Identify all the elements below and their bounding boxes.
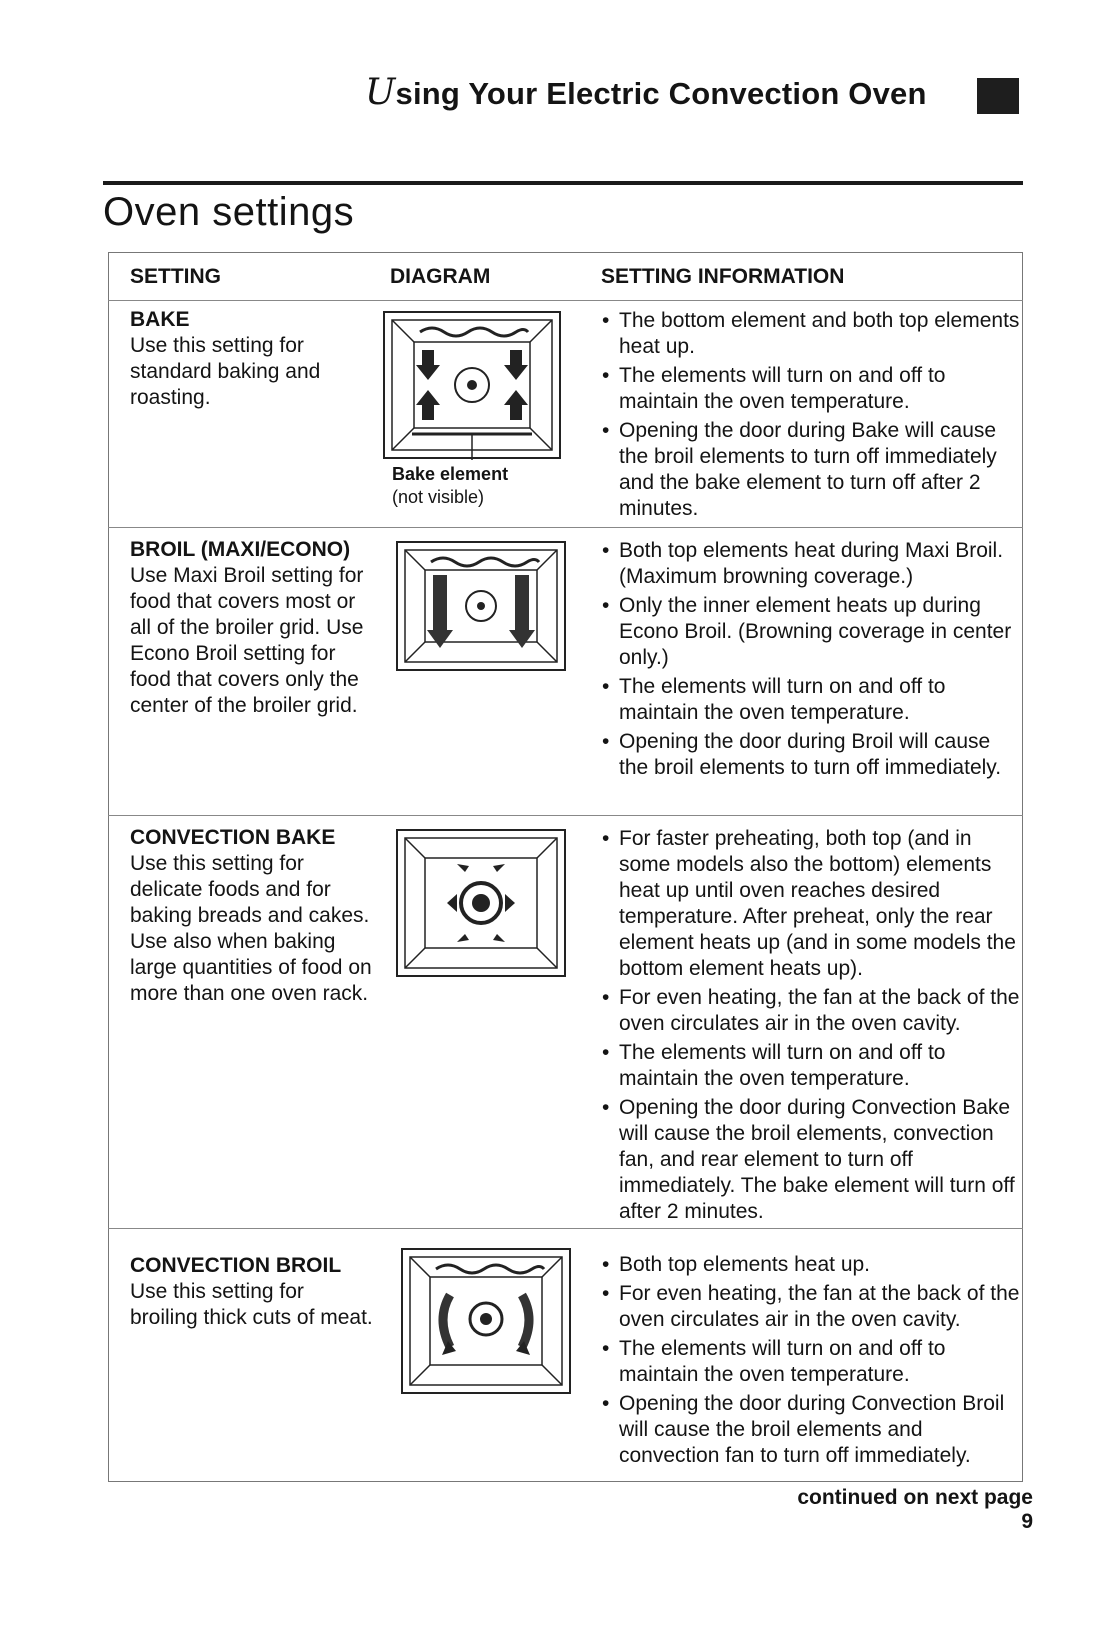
section-title: Oven settings bbox=[103, 190, 355, 234]
column-header-diagram: DIAGRAM bbox=[390, 265, 491, 288]
setting-description-convection-broil: Use this setting for broiling thick cuts of meat. bbox=[130, 1280, 373, 1329]
info-item: • For even heating, the fan at the back of the oven circulates air in the oven cavity. bbox=[602, 986, 1020, 1035]
diagram-caption-note: (not visible) bbox=[392, 487, 485, 507]
info-item: • Opening the door during Convection Broil will cause the broil elements and convection fan to turn off immediately. bbox=[602, 1392, 1005, 1467]
info-item: • Only the inner element heats up during Econo Broil. (Browning coverage in center only.) bbox=[602, 594, 1012, 669]
continued-note: continued on next page bbox=[797, 1486, 1033, 1509]
column-header-info: SETTING INFORMATION bbox=[601, 265, 845, 288]
setting-name-bake: BAKE bbox=[130, 308, 190, 331]
oven-bake-icon bbox=[382, 310, 562, 460]
row-divider bbox=[108, 1228, 1023, 1229]
setting-description-convection-bake: Use this setting for delicate foods and for baking breads and cakes. Use also when baking large quantities of food on more than one oven rack. bbox=[130, 852, 372, 1005]
setting-description-bake: Use this setting for standard baking and roasting. bbox=[130, 334, 321, 409]
section-tab-marker bbox=[977, 78, 1019, 114]
header-title-rest: sing Your Electric Convection Oven bbox=[395, 76, 927, 111]
row-divider bbox=[108, 815, 1023, 816]
setting-info-broil bbox=[601, 538, 1021, 784]
setting-description-broil: Use Maxi Broil setting for food that covers most or all of the broiler grid. Use Econo Broil setting for food that covers only the center of the broiler grid. bbox=[130, 564, 364, 717]
page-number: 9 bbox=[1021, 1510, 1033, 1533]
setting-info-bake bbox=[601, 308, 1021, 525]
setting-name-convection-broil: CONVECTION BROIL bbox=[130, 1254, 342, 1277]
info-item: • Both top elements heat up. bbox=[602, 1253, 871, 1276]
info-item: • The bottom element and both top elements heat up. bbox=[602, 309, 1020, 358]
oven-convection-broil-icon bbox=[400, 1247, 572, 1395]
diagram-caption-bake-element: Bake element bbox=[392, 464, 509, 484]
header-title bbox=[365, 72, 927, 113]
info-item: • Opening the door during Bake will cause the broil elements to turn off immediately and the bake element to turn off after 2 minutes. bbox=[602, 419, 997, 520]
info-item: • Opening the door during Broil will cause the broil elements to turn off immediately. bbox=[602, 730, 1002, 779]
info-item: • The elements will turn on and off to maintain the oven temperature. bbox=[602, 1337, 946, 1386]
page-header bbox=[365, 68, 985, 128]
info-item: • The elements will turn on and off to maintain the oven temperature. bbox=[602, 364, 946, 413]
info-item: • The elements will turn on and off to maintain the oven temperature. bbox=[602, 675, 946, 724]
info-item: • The elements will turn on and off to maintain the oven temperature. bbox=[602, 1041, 946, 1090]
oven-broil-icon bbox=[395, 540, 567, 672]
row-divider bbox=[108, 527, 1023, 528]
column-header-setting: SETTING bbox=[130, 265, 222, 288]
setting-name-broil: BROIL (MAXI/ECONO) bbox=[130, 538, 351, 561]
title-rule bbox=[103, 181, 1023, 185]
setting-info-convection-bake bbox=[601, 826, 1021, 1228]
setting-name-convection-bake: CONVECTION BAKE bbox=[130, 826, 336, 849]
info-item: • Both top elements heat during Maxi Broil. (Maximum browning coverage.) bbox=[602, 539, 1004, 588]
info-item: • For even heating, the fan at the back of the oven circulates air in the oven cavity. bbox=[602, 1282, 1020, 1331]
header-title-lead: U bbox=[365, 72, 396, 113]
row-divider bbox=[108, 300, 1023, 301]
info-item: • Opening the door during Convection Bake will cause the broil elements, convection fan, and rear element to turn off immediately. The bake element will turn off after 2 minutes. bbox=[602, 1096, 1015, 1223]
info-item: • For faster preheating, both top (and in some models also the bottom) elements heat up until oven reaches desired temperature. After preheat, only the rear element heats up (and in some models the bottom element heats up). bbox=[602, 827, 1016, 980]
setting-info-convection-broil bbox=[601, 1252, 1021, 1472]
oven-convection-bake-icon bbox=[395, 828, 567, 978]
